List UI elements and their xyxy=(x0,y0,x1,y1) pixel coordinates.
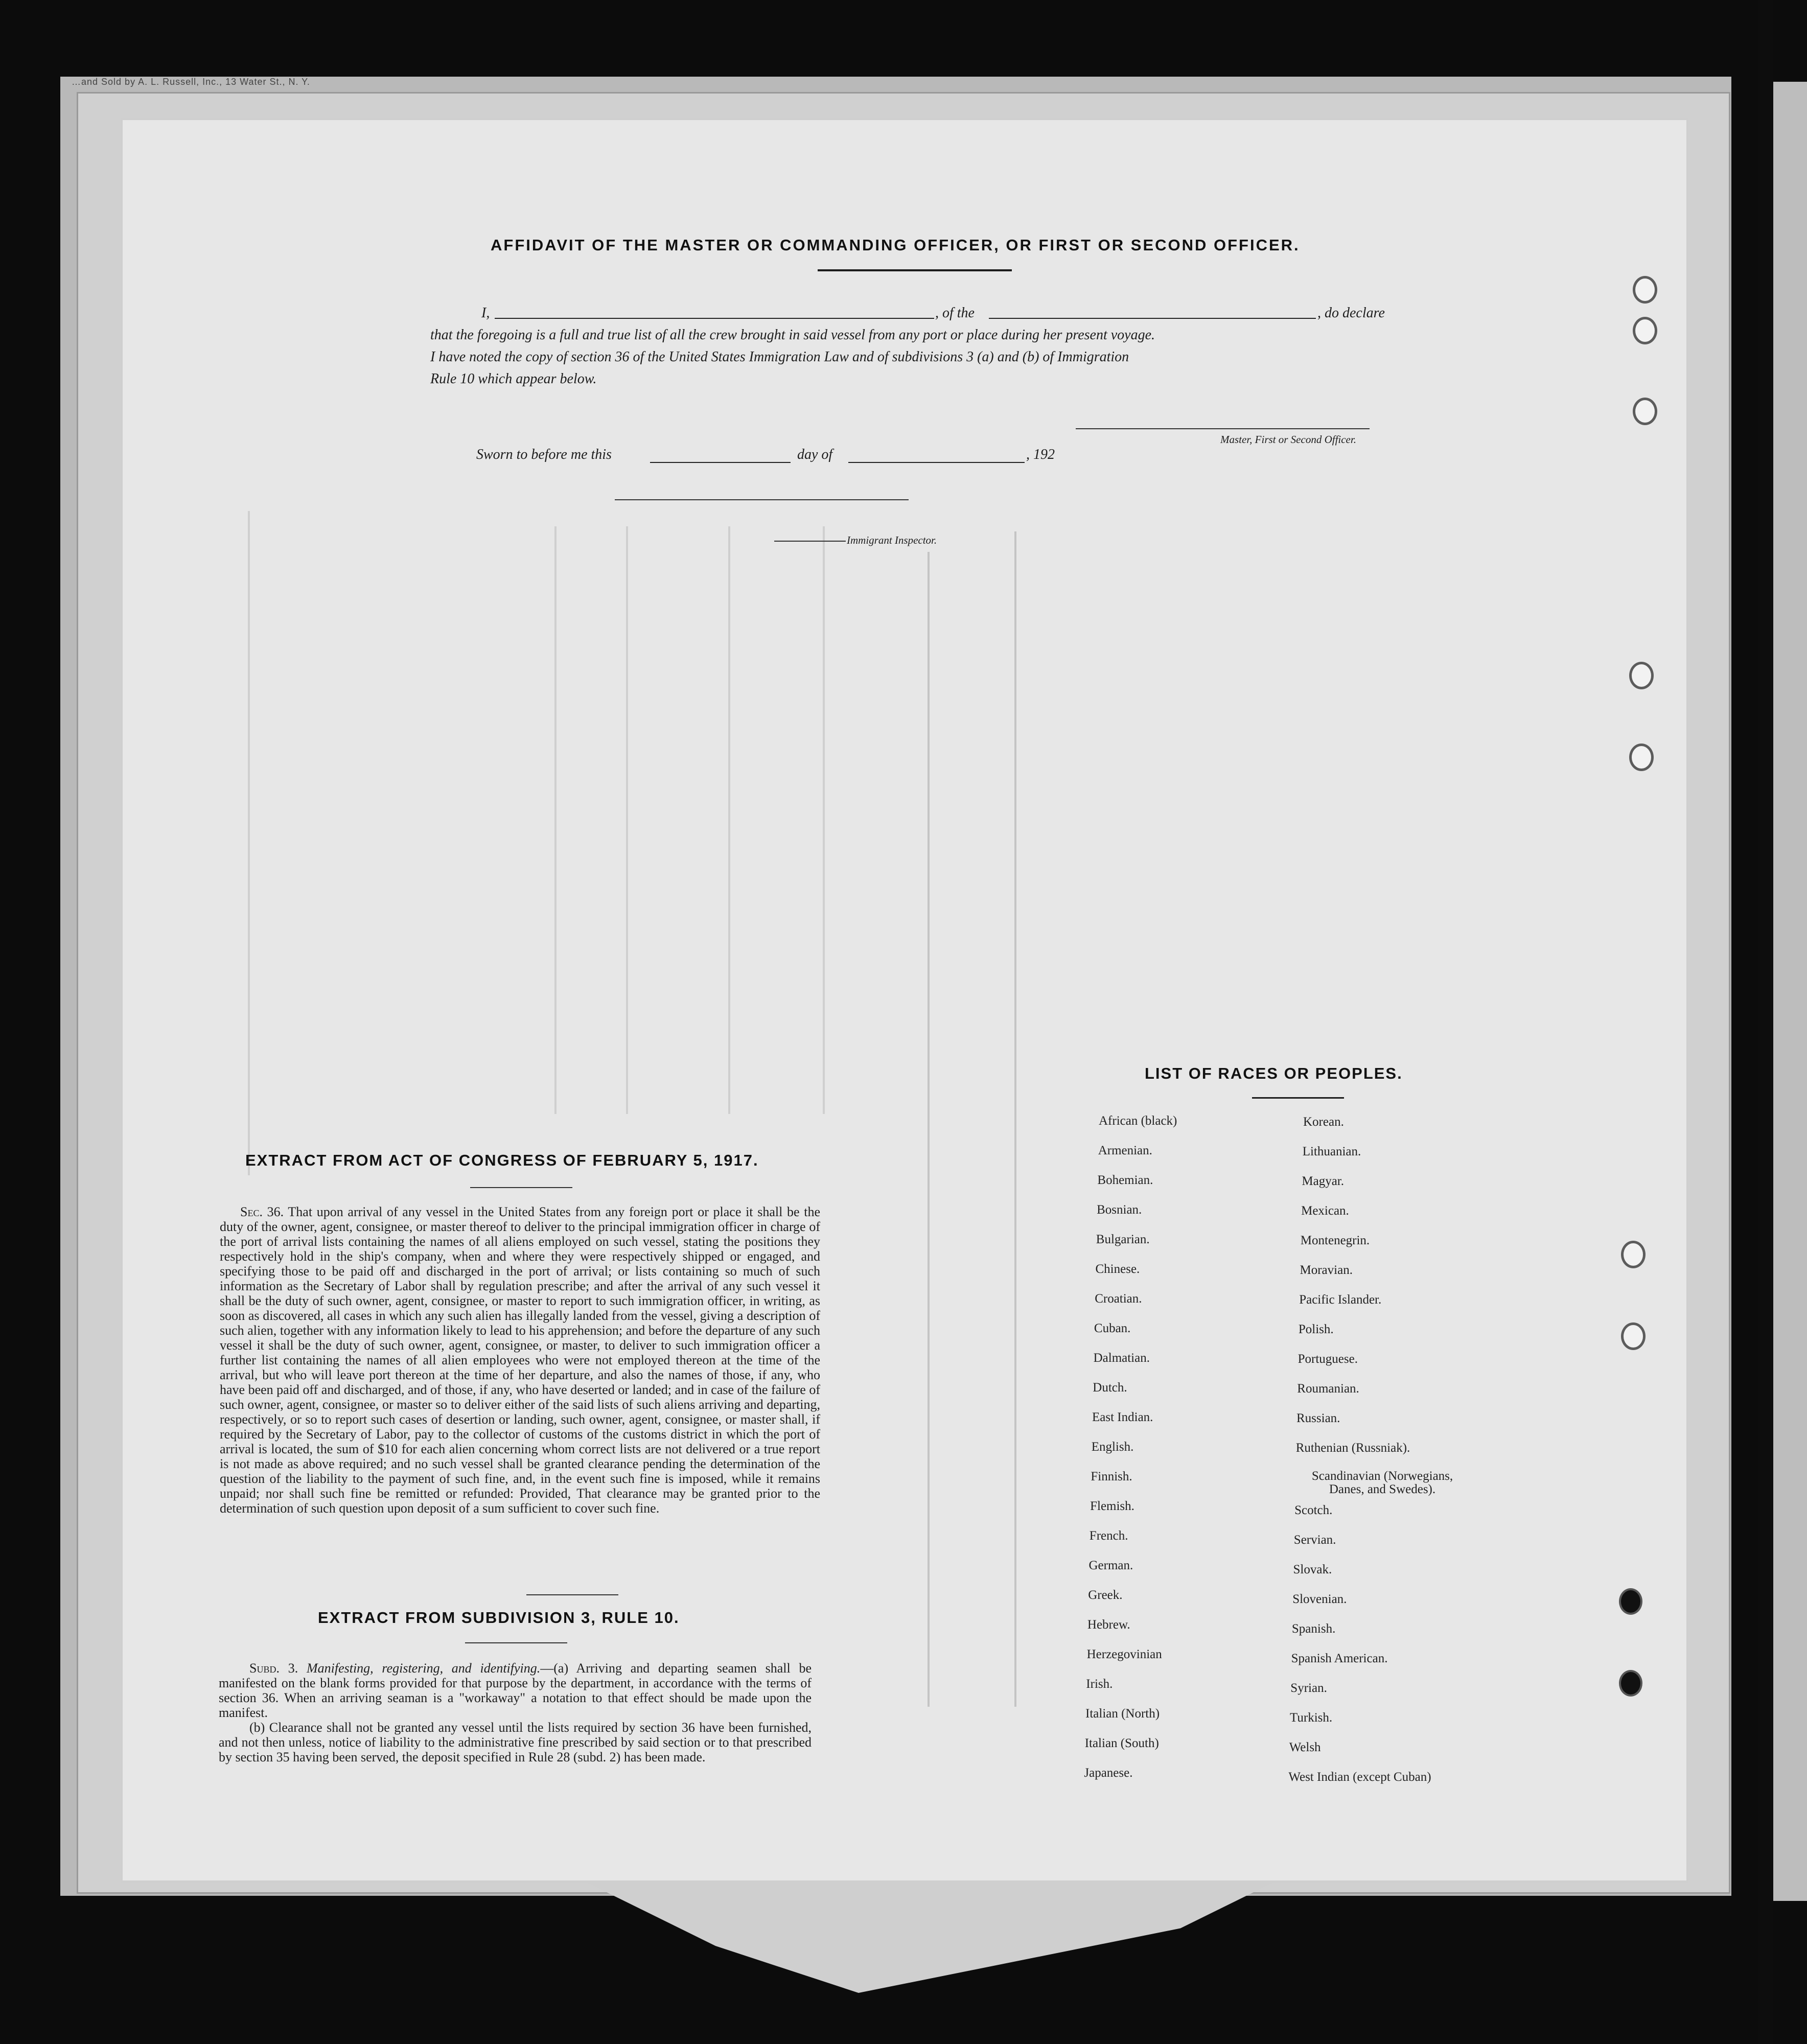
divider xyxy=(465,1642,567,1643)
race-item: Welsh xyxy=(1289,1740,1321,1754)
subdivision-b-text: (b) Clearance shall not be granted any vessel until the lists required by section 36 have been furnished, and not then unless, notice of liability to the administrative fine prescribed by said section or to that prescribed by section 35 having been served, the deposit specified in Rule 28 (subd. 2) has been made. xyxy=(219,1720,812,1764)
race-item: Turkish. xyxy=(1290,1711,1333,1725)
race-item: Mexican. xyxy=(1301,1204,1349,1218)
punch-hole xyxy=(1633,276,1657,304)
subd-heading: Manifesting, registering, and identifying. xyxy=(306,1661,541,1676)
race-item: Scandinavian (Norwegians, Danes, and Swedes). xyxy=(1311,1469,1453,1496)
race-item: Chinese. xyxy=(1095,1262,1140,1276)
race-item: Montenegrin. xyxy=(1300,1234,1370,1247)
race-item: Bosnian. xyxy=(1097,1203,1142,1217)
divider xyxy=(818,269,1012,271)
race-item: Syrian. xyxy=(1290,1681,1327,1695)
bleed-line xyxy=(554,526,557,1114)
vessel-blank[interactable] xyxy=(989,318,1316,319)
race-item: Scotch. xyxy=(1294,1503,1333,1517)
affidavit-title: AFFIDAVIT OF THE MASTER OR COMMANDING OFFICER, OR FIRST OR SECOND OFFICER. xyxy=(491,236,1300,254)
race-item: Pacific Islander. xyxy=(1299,1293,1382,1307)
bottom-flap xyxy=(572,1875,1288,1993)
affidavit-i: I, xyxy=(481,305,490,321)
name-blank[interactable] xyxy=(495,318,934,319)
year-label: , 192 xyxy=(1026,447,1055,462)
race-item: Dalmatian. xyxy=(1093,1351,1150,1365)
punch-hole xyxy=(1633,398,1657,425)
affidavit-line: Rule 10 which appear below. xyxy=(430,371,597,387)
race-item: Russian. xyxy=(1296,1411,1340,1425)
race-item: Spanish. xyxy=(1291,1622,1336,1636)
bleed-line xyxy=(248,511,250,1175)
sworn-month-blank[interactable] xyxy=(848,462,1025,463)
punch-hole xyxy=(1629,662,1654,689)
printer-credit: …and Sold by A. L. Russell, Inc., 13 Water St., N. Y. xyxy=(72,77,310,87)
race-item: Japanese. xyxy=(1084,1766,1133,1780)
race-item: German. xyxy=(1088,1559,1133,1572)
race-item: Roumanian. xyxy=(1297,1382,1359,1396)
race-item: Magyar. xyxy=(1302,1174,1345,1188)
divider xyxy=(1252,1097,1344,1099)
subd-label: Subd. 3. xyxy=(249,1661,298,1676)
bleed-line xyxy=(1014,531,1016,1707)
inspector-short-line xyxy=(774,541,846,542)
affidavit-do-declare: , do declare xyxy=(1317,305,1385,321)
race-item: Armenian. xyxy=(1098,1144,1152,1157)
race-item: Hebrew. xyxy=(1087,1618,1130,1632)
subdivision-a-text xyxy=(219,1661,812,1720)
section-body: That upon arrival of any vessel in the United States from any foreign port or place it shall be the duty of the owner, agent, consignee, or master thereof to deliver to the principal immigration officer in charge of the port of arrival lists containing the names of all aliens employed on such vessel, stating the positions they respectively hold in the ship's company, when and where they were respectively shipped or engaged, and specifying those to be paid off and discharged in the port of arrival; or lists containing so much of such information as the Secretary of Labor shall by regulation prescribe; and after the arrival of any such vessel it shall be the duty of such owner, agent, consignee, or master to report to such immigration officer, in writing, as soon as discovered, all cases in which any such alien has illegally landed from the vessel, giving a description of such alien, together with any information likely to lead to his apprehension; and before the departure of any such vessel it shall be the duty of such owner, agent, consignee, or master, to deliver to such immigration officer a further list containing the names of all alien employees who were not employed thereon at the time of the arrival, but who will leave port thereon at the time of her departure, and also the names of those, if any, who have been paid off and discharged, and of those, if any, who have deserted or landed; and in case of the failure of such owner, agent, consignee, or master so to deliver either of the said lists of such aliens arriving and departing, respectively, or so to report such cases of desertion or landing, such owner, agent, consignee, or master shall, if required by the Secretary of Labor, pay to the collector of customs of the customs district in which the port of arrival is located, the sum of $10 for each alien concerning whom correct lists are not delivered or a true report is not made as above required; and no such vessel shall be granted clearance pending the determination of the question of the liability to the payment of such fine, and, in the event such fine is imposed, while it remains unpaid; nor shall such fine be remitted or refunded: Provided, That clearance may be granted prior to the determination of such question upon deposit of a sum sufficient to cover such fine. xyxy=(220,1204,821,1516)
race-item: Greek. xyxy=(1088,1588,1123,1602)
races-title: LIST OF RACES OR PEOPLES. xyxy=(1145,1064,1403,1082)
bleed-line xyxy=(928,552,930,1707)
punch-hole xyxy=(1621,1241,1646,1268)
adjacent-page-edge xyxy=(1773,82,1807,1901)
sworn-day-blank[interactable] xyxy=(650,462,791,463)
race-item: Slovenian. xyxy=(1292,1592,1347,1606)
act-title: EXTRACT FROM ACT OF CONGRESS OF FEBRUARY 5, 1917. xyxy=(245,1151,759,1169)
section-36-text xyxy=(220,1204,820,1516)
signature-line[interactable] xyxy=(1076,428,1370,429)
affidavit-line: that the foregoing is a full and true list of all the crew brought in said vessel from any port or place during her present voyage. xyxy=(430,327,1155,343)
race-item: Polish. xyxy=(1298,1322,1334,1336)
inspector-caption: Immigrant Inspector. xyxy=(847,534,937,546)
punch-hole xyxy=(1619,1588,1642,1615)
race-item: Lithuanian. xyxy=(1302,1145,1361,1158)
punch-hole xyxy=(1633,317,1657,344)
race-item: Bulgarian. xyxy=(1096,1233,1150,1246)
race-item: Irish. xyxy=(1086,1677,1113,1691)
divider xyxy=(470,1187,572,1188)
bleed-line xyxy=(728,526,730,1114)
race-item: Cuban. xyxy=(1094,1321,1131,1335)
punch-hole xyxy=(1629,744,1654,771)
affidavit-line: I have noted the copy of section 36 of the United States Immigration Law and of subdivisions 3 (a) and (b) of Immigration xyxy=(430,349,1129,365)
race-item: African (black) xyxy=(1099,1114,1177,1128)
subd-para-a: —(a) Arriving and departing seamen shall be manifested on the blank forms provided for that purpose by the department, in accordance with the terms of section 36. When an arriving seaman is a "workaway" a notation to that effect should be made upon the manifest. xyxy=(219,1661,812,1720)
race-item: Korean. xyxy=(1303,1115,1344,1129)
race-item: Herzegovinian xyxy=(1086,1647,1162,1661)
divider xyxy=(526,1594,618,1595)
race-item: Dutch. xyxy=(1093,1381,1127,1395)
race-item: Portuguese. xyxy=(1298,1352,1358,1366)
affidavit-of-the: , of the xyxy=(935,305,975,321)
right-gap xyxy=(1758,0,1773,2044)
punch-hole xyxy=(1621,1322,1646,1350)
inspector-signature-line[interactable] xyxy=(615,499,909,500)
race-item: Flemish. xyxy=(1090,1499,1134,1513)
race-item: Italian (South) xyxy=(1084,1736,1159,1750)
sworn-label: Sworn to before me this xyxy=(476,447,612,462)
race-item: West Indian (except Cuban) xyxy=(1288,1770,1431,1784)
race-item: Slovak. xyxy=(1293,1563,1332,1576)
bleed-line xyxy=(823,526,825,1114)
race-item: English. xyxy=(1091,1440,1134,1454)
race-item: Spanish American. xyxy=(1291,1652,1388,1665)
race-item: Ruthenian (Russniak). xyxy=(1295,1441,1410,1455)
race-item: Moravian. xyxy=(1300,1263,1353,1277)
race-item: French. xyxy=(1089,1529,1128,1543)
section-label: Sec. 36. xyxy=(240,1204,284,1219)
bleed-line xyxy=(626,526,628,1114)
race-item: Finnish. xyxy=(1091,1470,1132,1483)
master-caption: Master, First or Second Officer. xyxy=(1220,433,1356,446)
day-of-label: day of xyxy=(797,447,833,462)
race-item: Italian (North) xyxy=(1085,1707,1160,1721)
race-item: Bohemian. xyxy=(1097,1173,1153,1187)
rule-title: EXTRACT FROM SUBDIVISION 3, RULE 10. xyxy=(318,1609,680,1627)
race-item: Servian. xyxy=(1293,1533,1336,1547)
race-item: Croatian. xyxy=(1095,1292,1142,1306)
race-item: East Indian. xyxy=(1092,1410,1153,1424)
punch-hole xyxy=(1619,1670,1642,1697)
